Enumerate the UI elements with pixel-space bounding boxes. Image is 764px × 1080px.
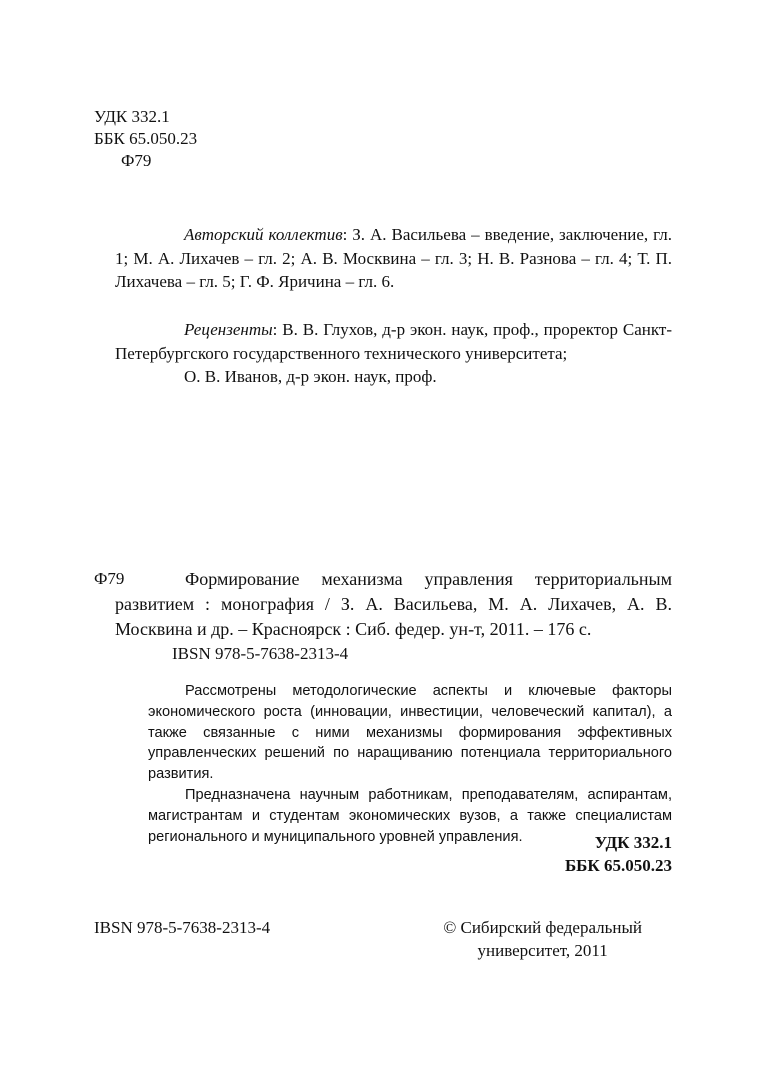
udk-code: УДК 332.1	[94, 107, 170, 126]
catalog-description: Формирование механизма управления территориальным развитием : монография / З. А. Васильева, М. А. Лихачев, А. В. Москвина и др. – Красноярск : Сиб. федер. ун-т, 2011. – 176 с.	[115, 569, 672, 639]
reviewers-paragraph	[115, 318, 672, 365]
reviewer-second-line: О. В. Иванов, д-р экон. наук, проф.	[184, 367, 437, 386]
classification-code: Ф79	[121, 151, 152, 170]
authors-label: Авторский коллектив	[184, 225, 343, 244]
reviewers-label: Рецензенты	[184, 320, 273, 339]
footer-bbk-code: ББК 65.050.23	[564, 856, 672, 875]
copyright-line-2: университет, 2011	[477, 941, 608, 960]
annotation-paragraph-2: Предназначена научным работникам, преподавателям, аспирантам, магистрантам и студентам экономических вузов, а также специалистам регионального и муниципального уровней управления.	[148, 786, 672, 845]
reviewers-text: : В. В. Глухов, д-р экон. наук, проф., проректор Санкт-Петербургского государственного технического университета;	[115, 320, 672, 363]
footer-codes	[565, 831, 672, 877]
reviewers-block	[115, 318, 672, 389]
catalog-isbn: IBSN 978-5-7638-2313-4	[172, 644, 349, 663]
header-codes	[94, 106, 197, 172]
copyright-line-1: © Сибирский федеральный	[443, 918, 642, 937]
footer-isbn: IBSN 978-5-7638-2313-4	[94, 918, 271, 937]
authors-paragraph	[115, 223, 672, 294]
bbk-code: ББК 65.050.23	[94, 129, 198, 148]
catalog-code: Ф79	[94, 569, 125, 588]
footer-udk-code: УДК 332.1	[594, 833, 672, 852]
annotation-paragraph-1: Рассмотрены методологические аспекты и ключевые факторы экономического роста (инновации, инвестиции, человеческий капитал), а также связанные с ними механизмы формирования эффективных управленческих решений по наращиванию потенциала территориального развития.	[148, 683, 672, 783]
copyright-notice	[443, 916, 642, 962]
footer-row	[94, 916, 672, 962]
authors-text: : З. А. Васильева – введение, заключение, гл. 1; М. А. Лихачев – гл. 2; А. В. Москвина – гл. 3; Н. В. Разнова – гл. 4; Т. П. Лихачева – гл. 5; Г. Ф. Яричина – гл. 6.	[115, 225, 672, 291]
catalog-entry	[94, 567, 672, 664]
annotation-block	[148, 681, 672, 847]
